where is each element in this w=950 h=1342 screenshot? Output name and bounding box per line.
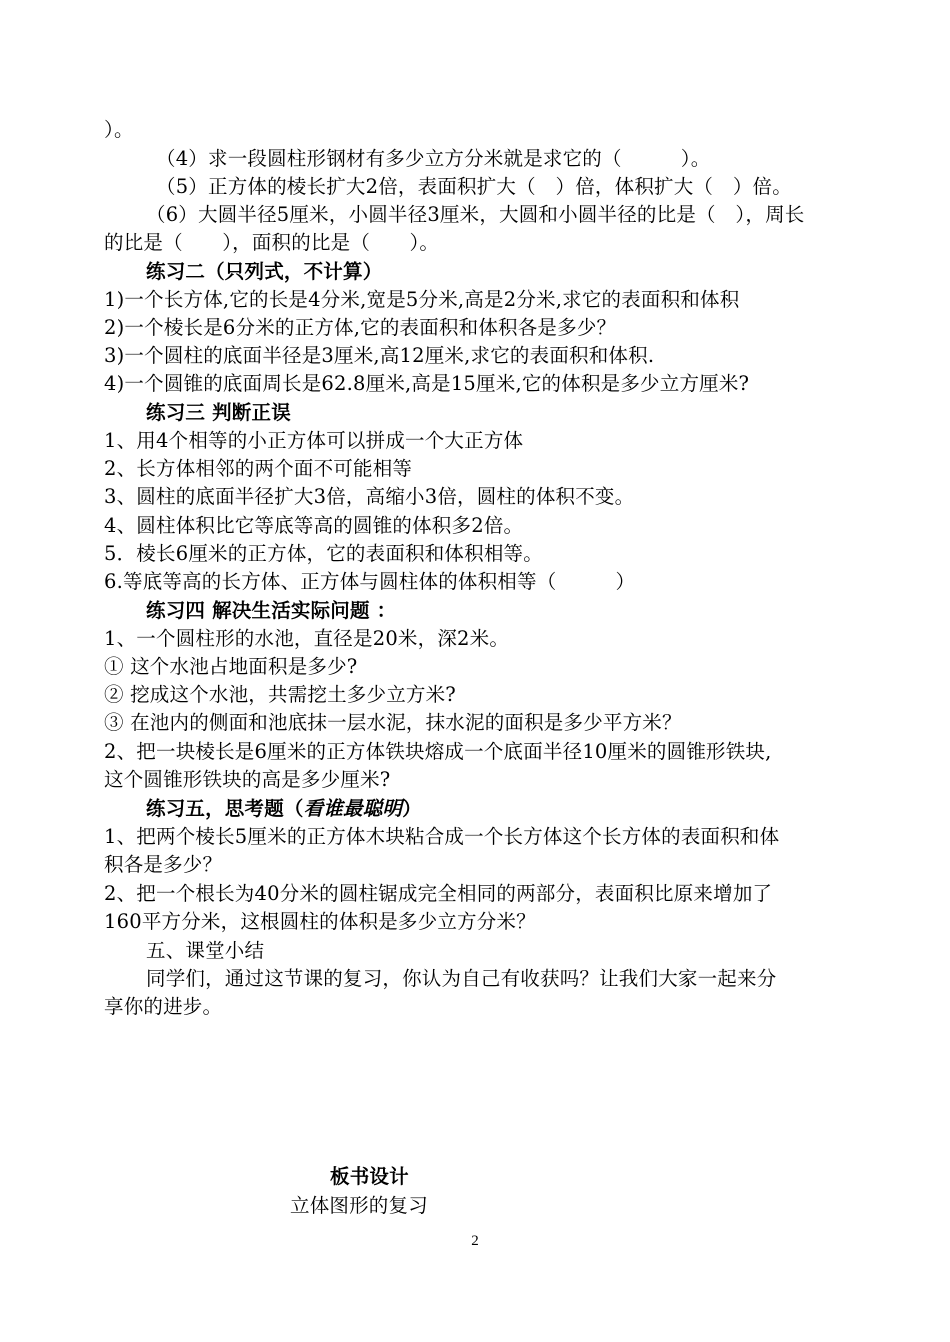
exercise-4-item: ③ 在池内的侧面和池底抹一层水泥，抹水泥的面积是多少平方米？ [104, 711, 682, 734]
board-design-subtitle: 立体图形的复习 [290, 1194, 428, 1217]
exercise-2-item: 4)一个圆锥的底面周长是62.8厘米,高是15厘米,它的体积是多少立方厘米? [104, 372, 750, 395]
exercise-5-item: 1、把两个棱长5厘米的正方体木块粘合成一个长方体这个长方体的表面积和体 [104, 825, 780, 848]
exercise-5-title [146, 795, 894, 823]
question-6-cont: 的比是（ ），面积的比是（ ）。 [104, 231, 440, 254]
exercise-3-item: 6.等底等高的长方体、正方体与圆柱体的体积相等（ ） [104, 570, 636, 593]
exercise-3-title: 练习三 判断正误 [146, 401, 291, 424]
exercise-2-item: 1)一个长方体,它的长是4分米,宽是5分米,高是2分米,求它的表面积和体积 [104, 288, 740, 311]
text-line: ）。 [104, 118, 134, 141]
exercise-4-item: 1、一个圆柱形的水池，直径是20米，深2米。 [104, 627, 510, 650]
summary-line: 享你的进步。 [104, 995, 223, 1018]
exercise-2-title: 练习二（只列式，不计算） [146, 260, 383, 283]
exercise-4-item: ② 挖成这个水池，共需挖土多少立方米? [104, 683, 456, 706]
question-5: （5）正方体的棱长扩大2倍，表面积扩大（ ）倍，体积扩大（ ）倍。 [156, 175, 792, 198]
exercise-3-item: 3、圆柱的底面半径扩大3倍，高缩小3倍，圆柱的体积不变。 [104, 485, 635, 508]
exercise-5-item: 积各是多少？ [104, 853, 223, 876]
exercise-4-title: 练习四 解决生活实际问题 ： [146, 599, 397, 622]
exercise-5-item: 2、把一个根长为40分米的圆柱锯成完全相同的两部分，表面积比原来增加了 [104, 882, 773, 905]
question-6: （6）大圆半径5厘米，小圆半径3厘米，大圆和小圆半径的比是（ ），周长 [146, 203, 805, 226]
board-design-title: 板书设计 [330, 1165, 409, 1188]
exercise-4-item: 2、把一块棱长是6厘米的正方体铁块熔成一个底面半径10厘米的圆锥形铁块, [104, 740, 772, 763]
exercise-5-title-end: ） [402, 797, 422, 820]
summary-line: 同学们，通过这节课的复习，你认为自己有收获吗？让我们大家一起来分 [146, 967, 777, 990]
exercise-3-item: 4、圆柱体积比它等底等高的圆锥的体积多2倍。 [104, 514, 524, 537]
page-number: 2 [471, 1233, 479, 1249]
exercise-3-item: 1、用4个相等的小正方体可以拼成一个大正方体 [104, 429, 524, 452]
exercise-3-item: 5．棱长6厘米的正方体，它的表面积和体积相等。 [104, 542, 543, 565]
exercise-4-item: 这个圆锥形铁块的高是多少厘米? [104, 768, 391, 791]
exercise-5-item: 160平方分米，这根圆柱的体积是多少立方分米？ [104, 910, 536, 933]
question-4: （4）求一段圆柱形钢材有多少立方分米就是求它的（ ）。 [156, 147, 711, 170]
summary-heading: 五、课堂小结 [146, 939, 265, 962]
exercise-5-title-main: 练习五，思考题（ [146, 797, 304, 820]
exercise-2-item: 2)一个棱长是6分米的正方体,它的表面积和体积各是多少？ [104, 316, 617, 339]
exercise-3-item: 2、长方体相邻的两个面不可能相等 [104, 457, 413, 480]
exercise-2-item: 3)一个圆柱的底面半径是3厘米,高12厘米,求它的表面积和体积. [104, 344, 655, 367]
exercise-4-item: ① 这个水池占地面积是多少? [104, 655, 358, 678]
exercise-5-title-italic: 看谁最聪明 [303, 797, 403, 820]
